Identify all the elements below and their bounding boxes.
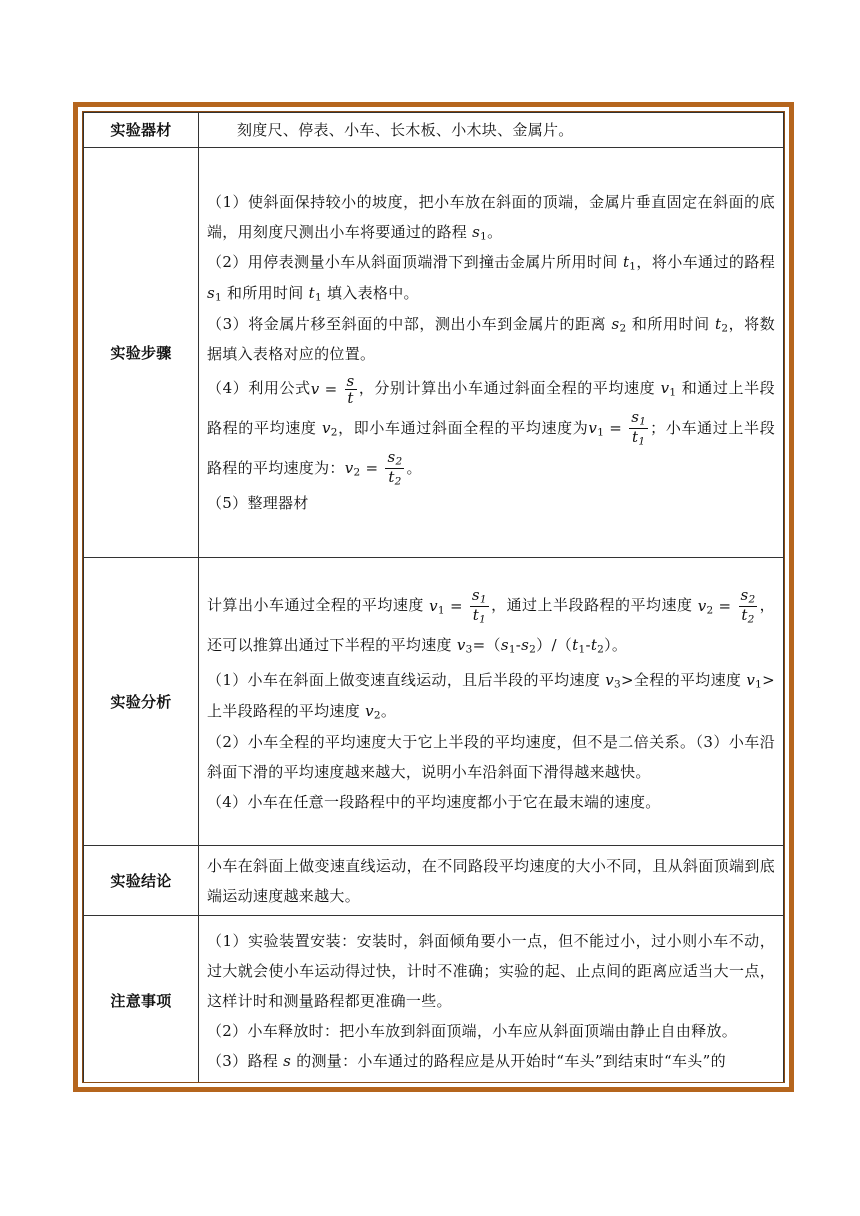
step-5: （5）整理器材 [207,494,309,513]
formula-v2-analysis: $v_2$ = $\frac{s_2}{t_2}$ [697,585,756,626]
document-frame-inner [82,111,785,1083]
content-analysis [199,558,784,846]
step-4: （4）利用公式v = $\frac{s}{t}$ ，分别计算出小车通过斜面全程的平均速度 $v_1$ 和通过上半段路程的平均速度 $v_2$，即小车通过斜面全程的平均速度为$v_1$ = $\frac{s_1}{t_1}$ ；小车通过上半段路程的平均速度为：$v_2$ = $\frac{s_2}{t_2}$ 。 [207,371,775,488]
row-conclusion [84,846,784,916]
label-steps: 实验步骤 [84,148,199,558]
formula-v1: $v_1$ = $\frac{s_1}{t_1}$ [588,408,647,448]
formula-v1-analysis: $v_1$ = $\frac{s_1}{t_1}$ [429,585,487,626]
materials-text: 刻度尺、停表、小车、长木板、小木块、金属片。 [237,121,574,139]
document-frame [73,102,794,1092]
label-materials: 实验器材 [84,113,199,148]
note-3: （3）路程 s 的测量：小车通过的路程应是从开始时“车头”到结束时“车头”的 [207,1051,726,1070]
analysis-intro: 计算出小车通过全程的平均速度 $v_1$ = $\frac{s_1}{t_1}$ ，通过上半段路程的平均速度 $v_2$ = $\frac{s_2}{t_2}$ ，还可以推算出通过下半程的平均速度 $v_3=(s_1-s_2)/(t_1-t_2)$。 [207,585,775,656]
analysis-2-3: （2）小车全程的平均速度大于它上半段的平均速度，但不是二倍关系。（3）小车沿斜面下滑的平均速度越来越大，说明小车沿斜面下滑得越来越快。 [207,732,775,781]
row-materials [84,113,784,148]
content-materials [199,113,784,148]
content-conclusion [199,846,784,916]
label-notes: 注意事项 [84,916,199,1084]
formula-v2: $v_2$ = $\frac{s_2}{t_2}$ [344,447,403,488]
label-analysis: 实验分析 [84,558,199,846]
experiment-table [83,112,784,1083]
analysis-4: （4）小车在任意一段路程中的平均速度都小于它在最末端的速度。 [207,792,661,811]
label-conclusion: 实验结论 [84,846,199,916]
step-1: （1）使斜面保持较小的坡度，把小车放在斜面的顶端，金属片垂直固定在斜面的底端，用刻度尺测出小车将要通过的路程 $s_1$。 [207,192,775,243]
step-2: （2）用停表测量小车从斜面顶端滑下到撞击金属片所用时间 $t_1$，将小车通过的路程 $s_1$ 和所用时间 $t_1$ 填入表格中。 [207,253,776,304]
content-steps [199,148,784,558]
row-notes [84,916,784,1084]
note-2: （2）小车释放时：把小车放到斜面顶端，小车应从斜面顶端由静止自由释放。 [207,1021,738,1040]
note-1: （1）实验装置安装：安装时，斜面倾角要小一点，但不能过小，过小则小车不动，过大就会使小车运动得过快，计时不准确；实验的起、止点间的距离应适当大一点，这样计时和测量路程都更准确一些。 [207,931,775,1010]
row-steps [84,148,784,558]
row-analysis [84,558,784,846]
content-notes [199,916,784,1084]
step-3: （3）将金属片移至斜面的中部，测出小车到金属片的距离 $s_2$ 和所用时间 $t_2$，将数据填入表格对应的位置。 [207,314,776,364]
analysis-1: （1）小车在斜面上做变速直线运动，且后半段的平均速度 $v_3>$全程的平均速度 $v_1>$上半段路程的平均速度 $v_2$。 [207,671,775,722]
formula-v-s-over-t: v = $\frac{s}{t}$ [310,371,355,408]
conclusion-text: 小车在斜面上做变速直线运动，在不同路段平均速度的大小不同，且从斜面顶端到底端运动速度越来越大。 [207,856,775,905]
